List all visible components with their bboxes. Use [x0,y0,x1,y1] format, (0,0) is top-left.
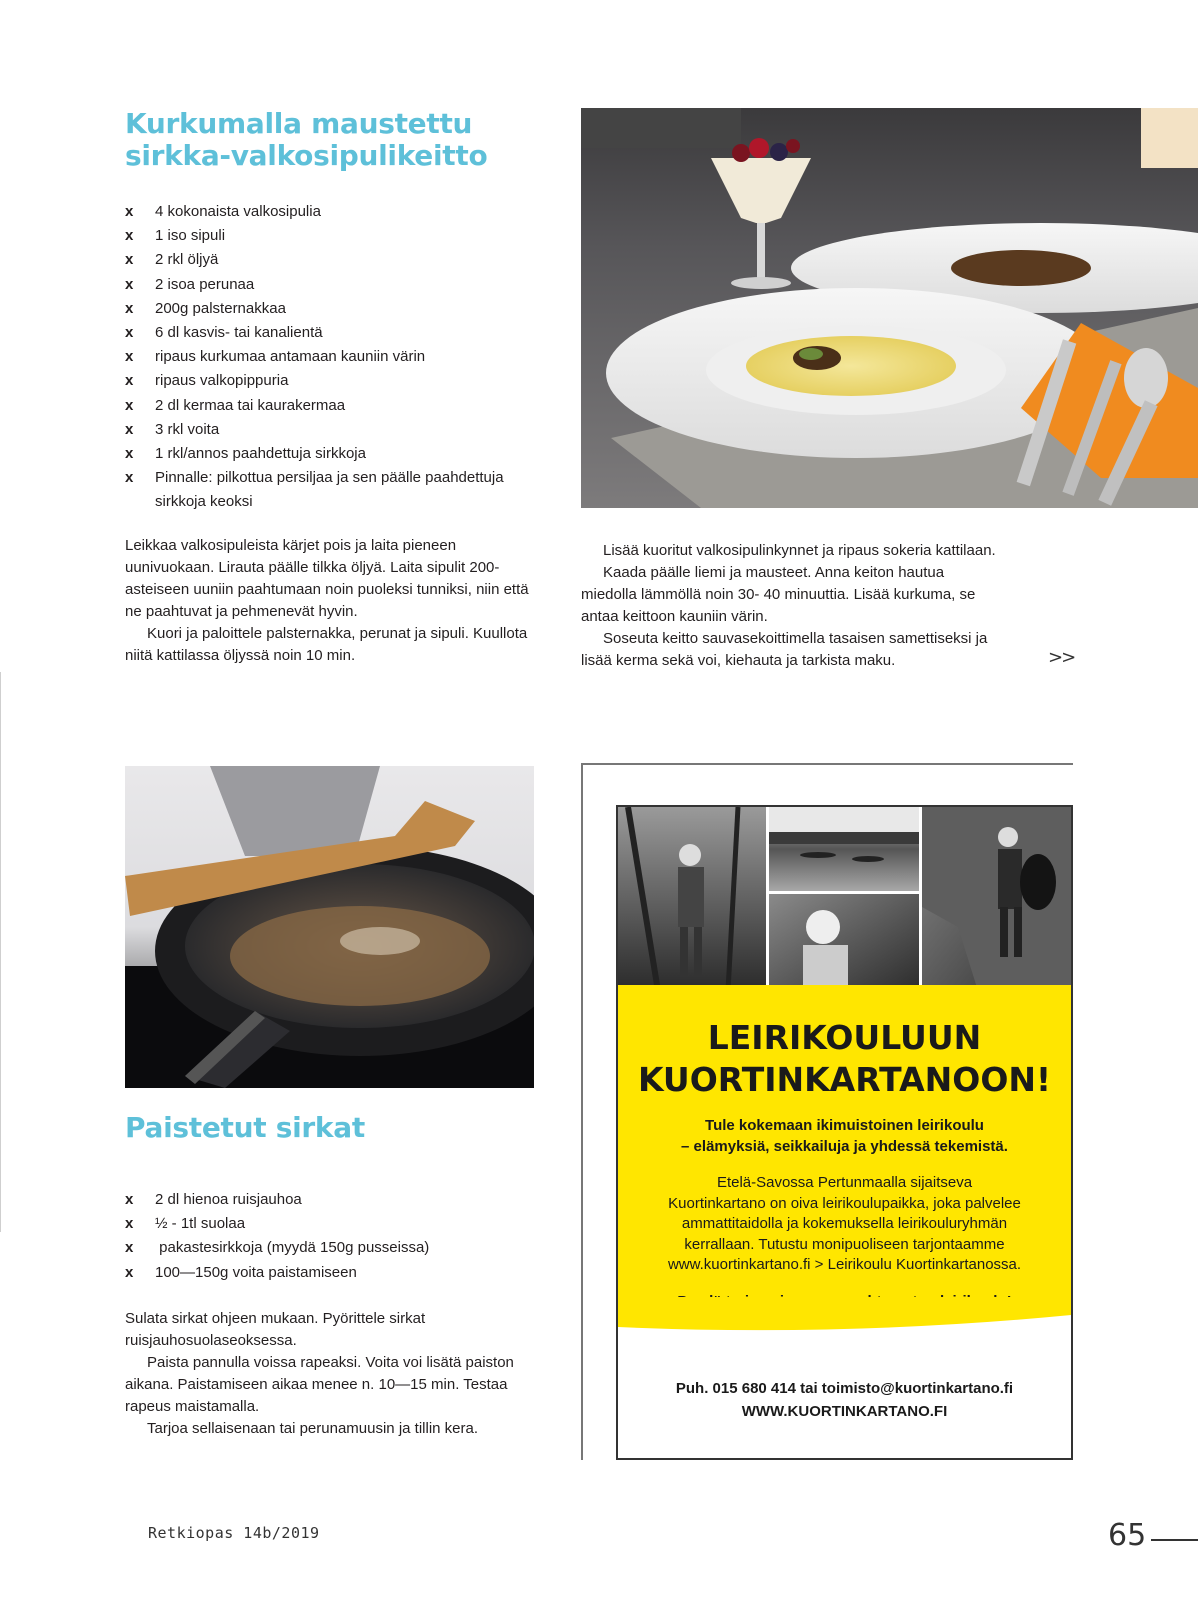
ad-headline: LEIRIKOULUUN KUORTINKARTANOON! [637,1018,1052,1099]
ad-contact-info[interactable]: Puh. 015 680 414 tai toimisto@kuortinkartano.fi [675,1380,1014,1397]
bullet-x-icon: x [125,1191,134,1208]
advertisement [616,805,1073,1460]
bullet-x-icon: x [125,396,134,414]
ingredient-item: x 6 dl kasvis- tai kanalientä [125,321,545,345]
method-paragraph: Kaada päälle liemi ja mausteet. Anna keiton hautua miedolla lämmöllä noin 30- 40 minuuttia. Lisää kurkuma, se antaa keittoon kauniin värin. [581,564,976,625]
edge-rule [0,672,1,1232]
recipe2-title: Paistetut sirkat [125,1111,365,1144]
page-number: 65 [1108,1518,1147,1553]
bullet-x-icon: x [125,203,134,220]
recipe-title-line1: Kurkumalla maustettu [125,107,473,140]
ingredient-item: x pakastesirkkoja (myydä 150g pusseissa) [125,1236,545,1260]
bullet-x-icon: x [125,372,134,390]
soup-photo [581,108,1198,508]
bullet-x-icon: x [125,324,134,342]
method-paragraph: Kuori ja paloittele palsternakka, perunat ja sipuli. Kuullota niitä kattilassa öljyssä noin 10 min. [125,625,528,664]
ad-contact [618,1377,1071,1423]
recipe-title-line2: sirkka-valkosipulikeitto [125,139,488,172]
method-paragraph: Lisää kuoritut valkosipulinkynnet ja ripaus sokeria kattilaan. [603,542,996,559]
ingredient-item: x 1 rkl/annos paahdettuja sirkkoja [125,442,545,466]
ad-body-text: Etelä-Savossa Pertunmaalla sijaitseva Kuortinkartano on oiva leirikoulupaikka, joka palvelee ammattitaidolla ja kokemuksella leirikouluryhmän kerrallaan. Tutustu monipuoliseen tarjontaamme www.kuortinkartano.fi > Leirikoulu Kuortinkartanossa. [618,1173,1071,1276]
ingredient-item: x 4 kokonaista valkosipulia [125,200,545,224]
recipe2-method [125,1308,525,1440]
bullet-x-icon: x [125,227,134,245]
ingredient-item: x ripaus valkopippuria [125,369,545,393]
magazine-issue: Retkiopas 14b/2019 [148,1524,320,1542]
method-paragraph: Paista pannulla voissa rapeaksi. Voita voi lisätä paiston aikana. Paistamiseen aikaa menee n. 10—15 min. Testaa rapeus maistamalla. [125,1354,514,1415]
recipe-title [125,108,545,172]
bullet-x-icon: x [125,275,134,293]
ingredient-list [125,200,545,515]
ad-subheadline: Tule kokemaan ikimuistoinen leirikoulu – elämyksiä, seikkailuja ja yhdessä tekemistä. [681,1117,1008,1155]
method-paragraph: Leikkaa valkosipuleista kärjet pois ja laita pieneen uunivuokaan. Lirauta päälle tilkka öljyä. Laita sipulit 200-asteiseen uuniin paahtumaan noin puoleksi tunniksi, niin että ne paahtuvat ja pehmenevät hyvin. [125,537,529,620]
ingredient-item: x ½ - 1tl suolaa [125,1212,545,1236]
ad-photo-collage [618,807,1071,991]
ingredient-item: x 2 rkl öljyä [125,248,545,272]
ingredient-item: x ripaus kurkumaa antamaan kauniin värin [125,345,545,369]
ingredient-item: x 2 dl kermaa tai kaurakermaa [125,394,545,418]
method-paragraph: Sulata sirkat ohjeen mukaan. Pyörittele sirkat ruisjauhosuolaseoksessa. [125,1310,426,1349]
ad-website-url[interactable]: WWW.KUORTINKARTANO.FI [741,1403,948,1420]
ingredient-item: x 2 dl hienoa ruisjauhoa [125,1188,545,1212]
ingredient-item: x 1 iso sipuli [125,224,545,248]
page-number-rule [1151,1539,1198,1541]
bullet-x-icon: x [125,420,134,438]
bullet-x-icon: x [125,348,134,366]
ingredient-list-2 [125,1188,545,1285]
bullet-x-icon: x [125,469,134,487]
ingredient-item: x 100—150g voita paistamiseen [125,1261,545,1285]
bullet-x-icon: x [125,299,134,317]
bullet-x-icon: x [125,1215,134,1233]
ingredient-item: x 200g palsternakkaa [125,297,545,321]
continue-arrow-icon: >> [1048,647,1075,668]
ingredient-item: x 2 isoa perunaa [125,273,545,297]
method-column-2 [581,540,996,672]
bullet-x-icon: x [125,1239,134,1257]
ad-yellow-panel [618,985,1071,1315]
method-column-1 [125,535,530,667]
method-paragraph: Soseuta keitto sauvasekoittimella tasaisen samettiseksi ja lisää kerma sekä voi, kiehauta ja tarkista maku. [581,630,988,669]
ad-website-link[interactable]: www.kuortinkartano.fi > Leirikoulu Kuortinkartanossa. [667,1256,1022,1273]
method-paragraph: Tarjoa sellaisenaan tai perunamuusin ja tillin kera. [147,1420,479,1437]
bullet-x-icon: x [125,251,134,269]
bullet-x-icon: x [125,445,134,463]
ad-yellow-wave [618,1297,1071,1337]
bullet-x-icon: x [125,1263,134,1281]
ingredient-item: x 3 rkl voita [125,418,545,442]
frying-pan-photo [125,766,534,1088]
ingredient-item: x Pinnalle: pilkottua persiljaa ja sen päälle paahdettuja sirkkoja keoksi [125,466,525,514]
